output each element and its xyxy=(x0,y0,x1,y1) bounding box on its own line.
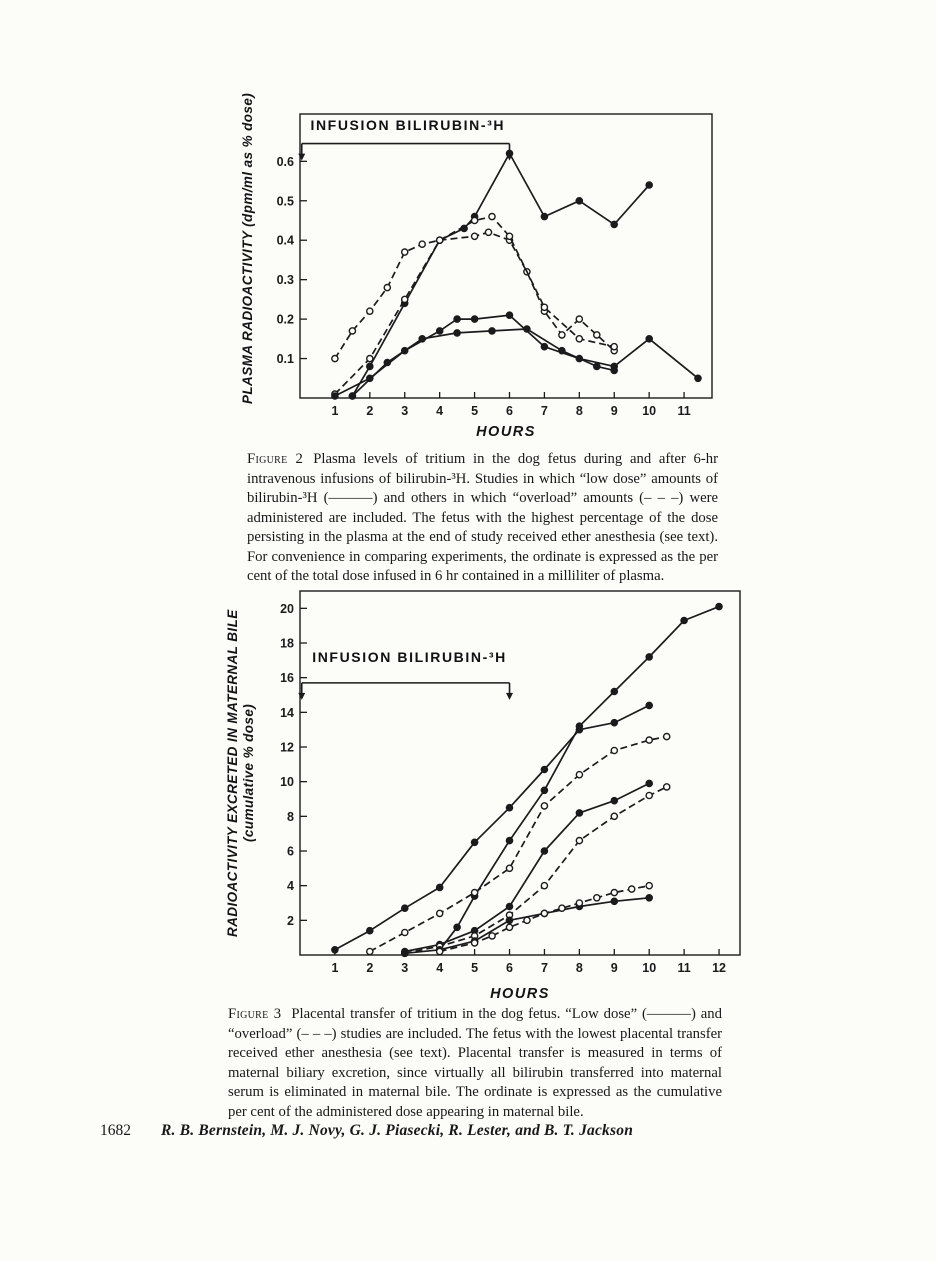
data-point xyxy=(576,810,582,816)
figure3-y-axis-label-line2: (cumulative % dose) xyxy=(240,703,256,843)
data-point xyxy=(681,617,687,623)
figure3-chart xyxy=(262,583,756,981)
figure2-y-axis-label-text: PLASMA RADIOACTIVITY (dpm/ml as % dose) xyxy=(239,92,255,404)
data-point xyxy=(646,737,652,743)
data-point xyxy=(367,356,373,362)
data-point xyxy=(472,839,478,845)
data-point xyxy=(367,308,373,314)
authors-line: R. B. Bernstein, M. J. Novy, G. J. Piasecki, R. Lester, and B. T. Jackson xyxy=(161,1122,634,1139)
data-point xyxy=(332,356,338,362)
y-tick-label: 0.1 xyxy=(276,352,294,367)
data-point xyxy=(576,900,582,906)
x-tick-label: 8 xyxy=(575,404,583,418)
x-tick-label: 5 xyxy=(471,404,479,418)
x-tick-label: 7 xyxy=(540,961,548,975)
data-point xyxy=(402,249,408,255)
infusion-label: INFUSION BILIRUBIN-³H xyxy=(312,649,507,666)
y-tick-label: 4 xyxy=(287,879,294,894)
data-point xyxy=(576,336,582,342)
data-point xyxy=(559,348,565,354)
data-point xyxy=(646,883,652,889)
data-point xyxy=(611,720,617,726)
data-point xyxy=(506,312,512,318)
x-tick-label: 8 xyxy=(575,961,583,975)
data-point xyxy=(524,326,530,332)
data-point xyxy=(541,214,547,220)
x-tick-label: 2 xyxy=(366,404,374,418)
x-tick-label: 3 xyxy=(401,961,409,975)
data-point xyxy=(384,285,390,291)
data-point xyxy=(611,221,617,227)
x-tick-label: 6 xyxy=(506,961,514,975)
figure3-caption-label: Figure 3 xyxy=(228,1006,282,1022)
infusion-arrowhead xyxy=(298,693,305,700)
data-point xyxy=(454,924,460,930)
data-point xyxy=(367,948,373,954)
x-tick-label: 7 xyxy=(540,404,548,418)
data-point xyxy=(367,928,373,934)
x-tick-label: 2 xyxy=(366,961,374,975)
data-point xyxy=(454,316,460,322)
x-tick-label: 1 xyxy=(331,961,339,975)
data-point xyxy=(576,838,582,844)
data-point xyxy=(349,328,355,334)
series-line xyxy=(352,153,649,396)
x-tick-label: 9 xyxy=(610,404,618,418)
data-point xyxy=(541,344,547,350)
x-tick-label: 10 xyxy=(642,404,657,418)
data-point xyxy=(419,241,425,247)
data-point xyxy=(437,948,443,954)
figure2-chart xyxy=(262,108,722,426)
data-point xyxy=(472,890,478,896)
x-tick-label: 5 xyxy=(471,961,479,975)
y-tick-label: 0.5 xyxy=(276,194,294,209)
data-point xyxy=(472,316,478,322)
data-point xyxy=(594,332,600,338)
y-tick-label: 0.2 xyxy=(276,312,294,327)
data-point xyxy=(367,363,373,369)
data-point xyxy=(646,336,652,342)
data-point xyxy=(472,217,478,223)
data-point xyxy=(437,237,443,243)
figure2-caption xyxy=(247,450,718,587)
data-point xyxy=(437,884,443,890)
data-point xyxy=(332,947,338,953)
data-point xyxy=(541,766,547,772)
y-tick-label: 0.3 xyxy=(276,273,294,288)
data-point xyxy=(576,316,582,322)
series-line xyxy=(335,705,649,949)
figure3-caption xyxy=(228,1005,722,1122)
data-point xyxy=(402,905,408,911)
y-tick-label: 16 xyxy=(280,671,294,686)
page-number: 1682 xyxy=(100,1122,131,1139)
x-tick-label: 1 xyxy=(331,404,339,418)
data-point xyxy=(402,950,408,956)
figure2-caption-label: Figure 2 xyxy=(247,451,304,467)
figure2-y-axis-label xyxy=(236,92,258,404)
series-line xyxy=(405,787,667,953)
series-line xyxy=(335,315,698,396)
data-point xyxy=(664,734,670,740)
data-point xyxy=(576,723,582,729)
figure3-caption-text: Placental transfer of tritium in the dog fetus. “Low dose” (———) and “overload” (– – –) studies are included. The fetus with the lowest placental transfer received ether anesthesia (see text). Placental transfer is measured in terms of maternal biliary excretion, since virtually all bilirubin transferred into maternal serum is eliminated in maternal bile. The ordinate is expressed as the cumulative per cent of the administered dose appearing in maternal bile. xyxy=(228,1006,722,1120)
x-tick-label: 3 xyxy=(401,404,409,418)
data-point xyxy=(349,393,355,399)
y-tick-label: 0.4 xyxy=(276,233,294,248)
data-point xyxy=(611,747,617,753)
data-point xyxy=(541,848,547,854)
data-point xyxy=(541,883,547,889)
data-point xyxy=(576,198,582,204)
series-line xyxy=(335,232,614,358)
figure3-y-axis-label xyxy=(220,588,260,958)
data-point xyxy=(541,787,547,793)
x-tick-label: 6 xyxy=(506,404,513,418)
data-point xyxy=(541,910,547,916)
data-point xyxy=(559,905,565,911)
data-point xyxy=(506,903,512,909)
data-point xyxy=(559,332,565,338)
data-point xyxy=(506,150,512,156)
data-point xyxy=(646,654,652,660)
data-point xyxy=(332,393,338,399)
data-point xyxy=(664,784,670,790)
data-point xyxy=(454,330,460,336)
data-point xyxy=(489,214,495,220)
x-tick-label: 12 xyxy=(712,961,727,975)
series-line xyxy=(352,329,614,396)
y-tick-label: 14 xyxy=(280,705,294,720)
data-point xyxy=(646,702,652,708)
plot-border xyxy=(300,591,740,955)
page-footer xyxy=(100,1122,633,1140)
data-point xyxy=(646,895,652,901)
data-point xyxy=(402,296,408,302)
data-point xyxy=(489,933,495,939)
y-tick-label: 18 xyxy=(280,636,294,651)
x-tick-label: 11 xyxy=(677,404,691,418)
data-point xyxy=(646,780,652,786)
data-point xyxy=(716,604,722,610)
figure3-x-axis-label: HOURS xyxy=(490,986,550,1002)
data-point xyxy=(611,344,617,350)
data-point xyxy=(611,898,617,904)
data-point xyxy=(646,792,652,798)
data-point xyxy=(541,803,547,809)
data-point xyxy=(611,367,617,373)
data-point xyxy=(594,363,600,369)
data-point xyxy=(472,233,478,239)
data-point xyxy=(506,233,512,239)
data-point xyxy=(419,336,425,342)
data-point xyxy=(541,304,547,310)
data-point xyxy=(594,895,600,901)
data-point xyxy=(506,805,512,811)
data-point xyxy=(629,886,635,892)
data-point xyxy=(611,798,617,804)
data-point xyxy=(506,917,512,923)
data-point xyxy=(646,182,652,188)
series-line xyxy=(335,217,614,395)
data-point xyxy=(506,924,512,930)
data-point xyxy=(611,813,617,819)
data-point xyxy=(506,838,512,844)
y-tick-label: 8 xyxy=(287,809,294,824)
figure3-y-axis-label-line1: RADIOACTIVITY EXCRETED IN MATERNAL BILE xyxy=(224,609,240,937)
data-point xyxy=(576,772,582,778)
data-point xyxy=(472,940,478,946)
infusion-label: INFUSION BILIRUBIN-³H xyxy=(310,116,506,133)
y-tick-label: 0.6 xyxy=(276,154,294,169)
infusion-arrowhead xyxy=(298,154,305,161)
y-tick-label: 10 xyxy=(280,775,294,790)
data-point xyxy=(384,359,390,365)
data-point xyxy=(489,328,495,334)
plot-border xyxy=(300,114,712,398)
y-tick-label: 2 xyxy=(287,913,294,928)
data-point xyxy=(402,929,408,935)
x-tick-label: 4 xyxy=(436,961,444,975)
x-tick-label: 9 xyxy=(610,961,618,975)
y-tick-label: 20 xyxy=(280,601,294,616)
figure2-x-axis-label: HOURS xyxy=(476,424,536,440)
data-point xyxy=(506,865,512,871)
y-tick-label: 12 xyxy=(280,740,294,755)
series-line xyxy=(405,783,649,951)
x-tick-label: 4 xyxy=(436,404,444,418)
infusion-arrowhead xyxy=(506,693,513,700)
x-tick-label: 11 xyxy=(677,961,691,975)
y-tick-label: 6 xyxy=(287,844,294,859)
data-point xyxy=(485,229,491,235)
figure2-caption-text: Plasma levels of tritium in the dog fetus during and after 6-hr intravenous infusions of bilirubin-³H. Studies in which “low dose” amounts of bilirubin-³H (———) and others in which “overload” amounts (– – –) were administered are included. The fetus with the highest percentage of the dose persisting in the plasma at the end of study received ether anesthesia (see text). For convenience in comparing experiments, the ordinate is expressed as the per cent of the total dose infused in 6 hr contained in a milliliter of plasma. xyxy=(247,451,718,585)
x-tick-label: 10 xyxy=(642,961,657,975)
data-point xyxy=(437,910,443,916)
data-point xyxy=(611,688,617,694)
data-point xyxy=(524,917,530,923)
data-point xyxy=(611,890,617,896)
data-point xyxy=(695,375,701,381)
data-point xyxy=(437,328,443,334)
